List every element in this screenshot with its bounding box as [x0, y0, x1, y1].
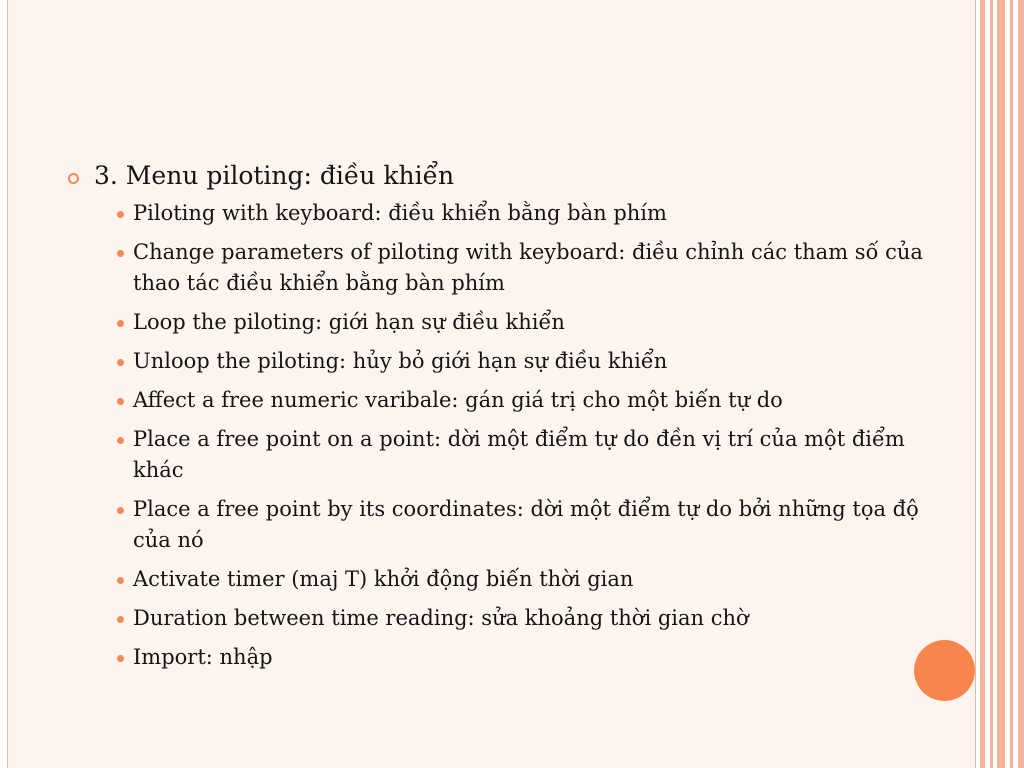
list-item-text: Change parameters of piloting with keyboard: điều chỉnh các tham số của thao tác điều khiển bằng bàn phím	[133, 240, 923, 295]
list-item	[114, 564, 926, 595]
dot-bullet-icon	[117, 655, 124, 662]
dot-bullet-icon	[117, 211, 124, 218]
list-item-text: Affect a free numeric varibale: gán giá trị cho một biến tự do	[133, 388, 783, 412]
ring-bullet-icon	[68, 173, 79, 184]
list-item	[114, 424, 926, 486]
list-item-text: Piloting with keyboard: điều khiển bằng bàn phím	[133, 201, 667, 225]
list-item	[114, 642, 926, 673]
list-item	[114, 198, 926, 229]
list-item-text: Activate timer (maj T) khởi động biến thời gian	[133, 567, 634, 591]
dot-bullet-icon	[117, 507, 124, 514]
decorative-stripe	[997, 0, 1005, 768]
heading-bullet	[66, 160, 926, 192]
list-item	[114, 385, 926, 416]
dot-bullet-icon	[117, 437, 124, 444]
list-item-text: Place a free point by its coordinates: dời một điểm tự do bởi những tọa độ của nó	[133, 497, 919, 552]
dot-bullet-icon	[117, 577, 124, 584]
dot-bullet-icon	[117, 616, 124, 623]
dot-bullet-icon	[117, 398, 124, 405]
list-item-text: Loop the piloting: giới hạn sự điều khiển	[133, 310, 565, 334]
list-item-text: Import: nhập	[133, 645, 273, 669]
list-item-text: Unloop the piloting: hủy bỏ giới hạn sự điều khiển	[133, 349, 668, 373]
list-item-text: Duration between time reading: sửa khoảng thời gian chờ	[133, 606, 749, 630]
dot-bullet-icon	[117, 359, 124, 366]
list-item	[114, 346, 926, 377]
dot-bullet-icon	[117, 320, 124, 327]
list-item	[114, 603, 926, 634]
list-item	[114, 237, 926, 299]
slide-heading: 3. Menu piloting: điều khiển	[94, 161, 455, 190]
decorative-stripe	[990, 0, 993, 768]
bullet-list	[66, 198, 926, 673]
list-item-text: Place a free point on a point: dời một điểm tự do đền vị trí của một điểm khác	[133, 427, 905, 482]
decorative-stripe	[980, 0, 985, 768]
decorative-stripe	[1018, 0, 1024, 768]
decorative-stripe	[1010, 0, 1013, 768]
dot-bullet-icon	[117, 250, 124, 257]
list-item	[114, 307, 926, 338]
list-item	[114, 494, 926, 556]
slide-content	[66, 160, 926, 681]
